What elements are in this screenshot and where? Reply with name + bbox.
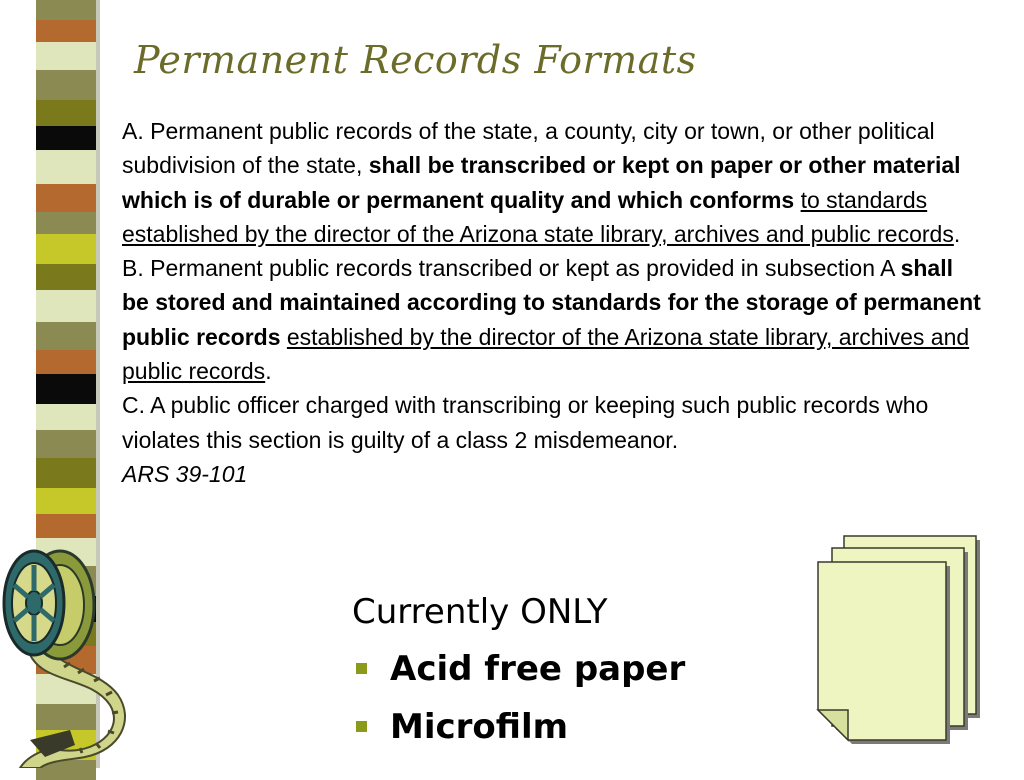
stripe-band: [36, 458, 96, 488]
stripe-band: [36, 374, 96, 404]
square-bullet-icon: [356, 663, 367, 674]
stripe-band: [36, 514, 96, 538]
document-stack-icon: [812, 532, 984, 746]
stripe-band: [36, 150, 96, 184]
bullet-item-acid-free-paper: Acid free paper: [352, 640, 685, 698]
section-a-paragraph: A. Permanent public records of the state, a county, city or town, or other political subdivision of the state, shall be transcribed or kept on paper or other material which is of durable or permanent quality and which conforms to standards established by the director of the Arizona state library, archives and public records.: [122, 118, 961, 247]
stripe-band: [36, 350, 96, 374]
stripe-band: [36, 488, 96, 514]
citation: ARS 39-101: [122, 460, 248, 487]
stripe-band: [36, 100, 96, 126]
stripe-band: [36, 184, 96, 212]
stripe-band: [36, 404, 96, 430]
stripe-band: [36, 70, 96, 100]
section-a-underline: to standards established by the director of the Arizona state library, archives and public records: [122, 186, 954, 247]
section-b-paragraph: B. Permanent public records transcribed or kept as provided in subsection A shall be stored and maintained according to standards for the storage of permanent public records established by the director of the Arizona state library, archives and public records.: [122, 255, 981, 385]
stripe-band: [36, 264, 96, 290]
stripe-band: [36, 42, 96, 70]
stripe-band: [36, 322, 96, 350]
format-bullet-list: [352, 584, 685, 756]
bullet-item-microfilm: Microfilm: [352, 698, 685, 756]
stripe-band: [36, 20, 96, 42]
stripe-band: [36, 290, 96, 322]
section-b-underline: established by the director of the Arizona state library, archives and public records: [122, 323, 970, 385]
stripe-band: [36, 430, 96, 458]
bullet-heading: Currently ONLY: [352, 592, 608, 632]
section-a-bold: shall be transcribed or kept on paper or other material which is of durable or permanent quality and which conforms: [122, 152, 961, 213]
stripe-band: [36, 212, 96, 234]
section-b-bold: shall be stored and maintained according to standards for the storage of permanent public records: [122, 255, 981, 350]
stripe-band: [36, 0, 96, 20]
slide-body-text: [122, 114, 982, 491]
film-reel-icon: [0, 545, 135, 768]
stripe-band: [36, 234, 96, 264]
stripe-band: [36, 126, 96, 150]
slide-title: Permanent Records Formats: [134, 38, 697, 82]
section-c-paragraph: C. A public officer charged with transcribing or keeping such public records who violates this section is guilty of a class 2 misdemeanor.: [122, 392, 929, 453]
square-bullet-icon: [356, 721, 367, 732]
